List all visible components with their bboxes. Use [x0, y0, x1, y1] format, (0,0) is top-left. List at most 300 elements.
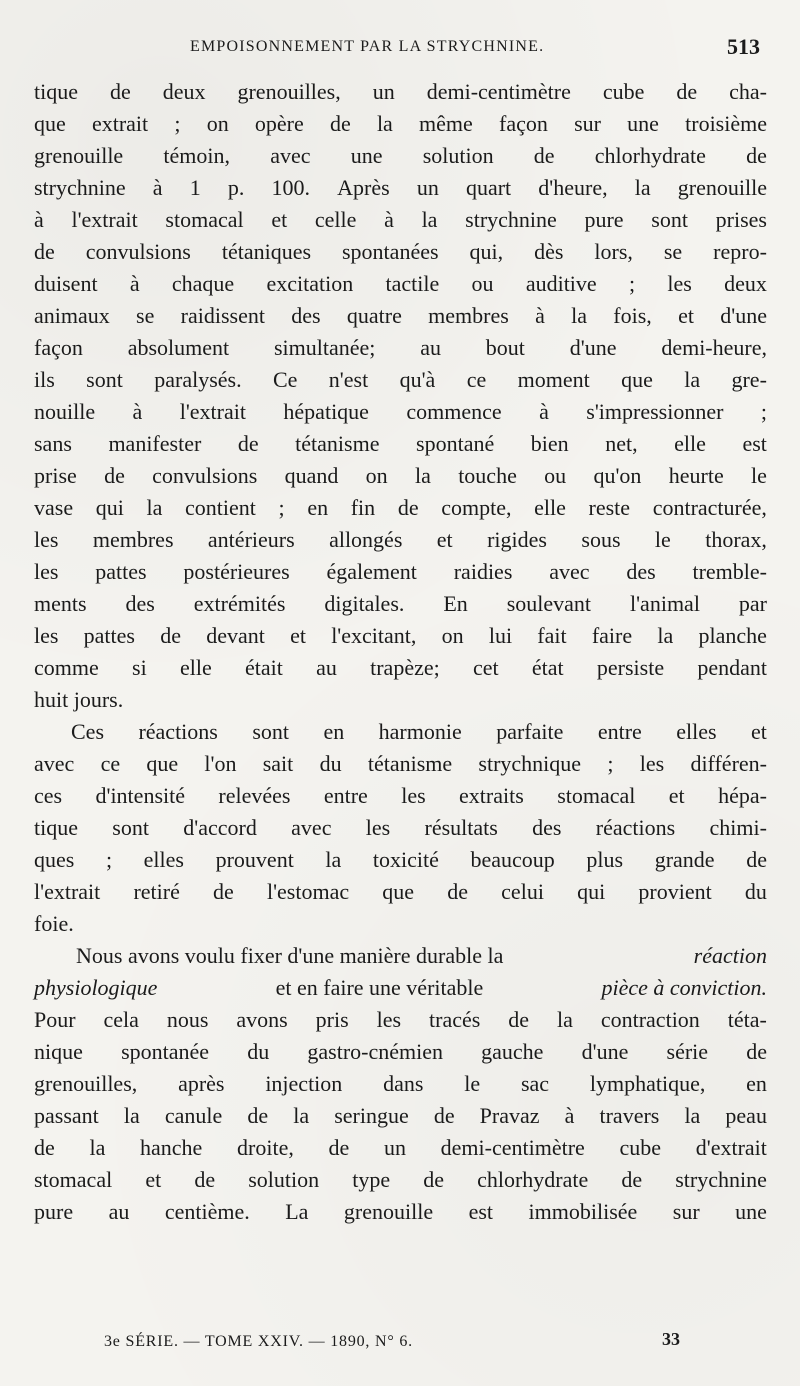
word: le [751, 463, 767, 488]
word: solution [248, 1167, 320, 1192]
word: que [34, 111, 66, 136]
word: à [132, 399, 143, 424]
word: bout [485, 335, 525, 360]
word: extrémités [193, 591, 286, 616]
word: elle [674, 431, 706, 456]
text-line [34, 556, 767, 588]
word: une [350, 143, 383, 168]
word: de [621, 1167, 643, 1192]
word: fait [537, 623, 567, 648]
word: net, [605, 431, 638, 456]
word: sait [262, 751, 294, 776]
word: on [206, 111, 229, 136]
word: même [419, 111, 473, 136]
word: et [271, 207, 288, 232]
word: spontané [416, 431, 495, 456]
word: compte, [441, 495, 512, 520]
word: grenouilles, [237, 79, 341, 104]
word: stomacal [34, 1167, 113, 1192]
text-line [34, 236, 767, 268]
word: l'extrait [34, 879, 101, 904]
word: la [293, 1103, 310, 1128]
text-line [34, 204, 767, 236]
text-line [34, 300, 767, 332]
word: de [397, 495, 419, 520]
word: est [468, 1199, 494, 1224]
word: un [383, 1135, 406, 1160]
word: d'heure, [538, 175, 608, 200]
word: les [639, 751, 665, 776]
word: un [372, 79, 395, 104]
word: d'une [569, 335, 617, 360]
word: cet [472, 655, 499, 680]
word: de [746, 847, 767, 872]
word: les [34, 559, 59, 584]
word: sur [574, 111, 601, 136]
word: un [416, 175, 439, 200]
word: 1 [189, 175, 201, 200]
word: les [401, 783, 426, 808]
word: deux [724, 271, 767, 296]
word: La [285, 1199, 309, 1224]
word: téta- [727, 1007, 767, 1032]
word: celle [314, 207, 357, 232]
word: allongés [329, 527, 403, 552]
word: après [178, 1071, 225, 1096]
word: quart [465, 175, 512, 200]
word: les [365, 815, 391, 840]
word: contraction [600, 1007, 700, 1032]
word: immobilisée [528, 1199, 638, 1224]
word: grenouille [343, 1199, 434, 1224]
word: que [621, 367, 653, 392]
word: provient [638, 879, 712, 904]
word: grenouilles, [34, 1071, 138, 1096]
text-line [34, 108, 767, 140]
word: le [654, 527, 671, 552]
word: ; [174, 111, 181, 136]
word: sur [672, 1199, 700, 1224]
word: parfaite [496, 719, 564, 744]
word: en [307, 495, 329, 520]
word: ; [105, 847, 113, 872]
word: digitales. [324, 591, 405, 616]
word: commence [406, 399, 502, 424]
word: fin [350, 495, 376, 520]
word: on [365, 463, 388, 488]
word: qui, [469, 239, 504, 264]
word: sont [252, 719, 289, 744]
word: des [291, 303, 321, 328]
word: la [376, 111, 393, 136]
body-text [34, 76, 767, 1228]
word: extrait [91, 111, 149, 136]
word: soulevant [506, 591, 592, 616]
word: membres [92, 527, 174, 552]
word: la [634, 175, 651, 200]
text-line [34, 876, 767, 908]
word: de [508, 1007, 530, 1032]
text-line [34, 780, 767, 812]
word: demi-centimètre [426, 79, 571, 104]
word: prise [34, 463, 77, 488]
word: sont [112, 815, 149, 840]
text-line [34, 396, 767, 428]
word: l'excitant, [331, 623, 417, 648]
word: de [247, 1103, 269, 1128]
word: lors, [594, 239, 633, 264]
word: entre [597, 719, 642, 744]
word: stomacal [557, 783, 636, 808]
text-line [34, 1004, 767, 1036]
word: manifester [108, 431, 202, 456]
word: ments [34, 591, 87, 616]
word: sont [651, 207, 688, 232]
word: avons [236, 1007, 288, 1032]
word: centième. [164, 1199, 250, 1224]
word: faire [591, 623, 633, 648]
word: elle [179, 655, 212, 680]
word: pattes [95, 559, 147, 584]
word: on [441, 623, 464, 648]
word: des [125, 591, 155, 616]
text-line [34, 428, 767, 460]
word: tracés [429, 1007, 481, 1032]
word: pure [34, 1199, 74, 1224]
word: strychnique [478, 751, 582, 776]
word: tremble- [692, 559, 767, 584]
word: avec [34, 751, 75, 776]
word: ; [628, 271, 636, 296]
word: fois, [613, 303, 652, 328]
word: harmonie [378, 719, 462, 744]
word: contient [185, 495, 256, 520]
word: qu'on [593, 463, 642, 488]
text-line [34, 1100, 767, 1132]
word: se [663, 239, 683, 264]
word: stomacal [165, 207, 244, 232]
word: convulsions [85, 239, 191, 264]
word: du [247, 1039, 270, 1064]
word: membres [428, 303, 509, 328]
text-line: physiologique et en faire une véritable pièce à conviction. [34, 972, 767, 1004]
word: série [666, 1039, 709, 1064]
word: Ces [71, 719, 104, 744]
word: solution [422, 143, 494, 168]
italic-term: physiologique [34, 975, 158, 1000]
word: de [109, 79, 131, 104]
word: beaucoup [470, 847, 555, 872]
text-line: foie. [34, 911, 74, 936]
word: droite, [237, 1135, 294, 1160]
word: témoin, [163, 143, 231, 168]
word: excitation [266, 271, 354, 296]
word: réactions [138, 719, 218, 744]
word: Pour [34, 1007, 76, 1032]
word: gauche [481, 1039, 544, 1064]
word: chimi- [709, 815, 767, 840]
word: différen- [690, 751, 767, 776]
word: sans [34, 431, 72, 456]
word: de [194, 1167, 216, 1192]
word: les [376, 1007, 402, 1032]
word: strychnine [465, 207, 557, 232]
word: à [384, 207, 394, 232]
word: paralysés. [154, 367, 242, 392]
word: pattes [83, 623, 135, 648]
word: avec [270, 143, 311, 168]
word: p. [227, 175, 245, 200]
text-line: huit jours. [34, 687, 124, 712]
word: de [433, 1103, 455, 1128]
word: en [323, 719, 345, 744]
word: au [420, 335, 441, 360]
word: de [328, 1135, 350, 1160]
word: de [213, 879, 234, 904]
word: grenouille [34, 143, 124, 168]
word: la [684, 1103, 701, 1128]
word: la [146, 495, 163, 520]
text-line [34, 172, 767, 204]
word: le [464, 1071, 481, 1096]
word: de [34, 1135, 55, 1160]
word: pris [315, 1007, 349, 1032]
word: la [657, 623, 674, 648]
text-line [34, 748, 767, 780]
text-line [34, 716, 767, 748]
word: tétaniques [221, 239, 312, 264]
word: avec [549, 559, 590, 584]
word: ce [466, 367, 487, 392]
word: tétanisme [367, 751, 453, 776]
word: plus [586, 847, 624, 872]
word: avec [291, 815, 332, 840]
word: de [104, 463, 125, 488]
word: état [531, 655, 564, 680]
word: travers [599, 1103, 660, 1128]
page-footer [0, 1329, 800, 1363]
word: demi-centimètre [440, 1135, 585, 1160]
paragraph-2 [34, 716, 767, 940]
word: injection [265, 1071, 343, 1096]
word: n'est [328, 367, 369, 392]
text-line [34, 364, 767, 396]
word: la [684, 367, 701, 392]
word: sous [581, 527, 621, 552]
signature-number: 33 [662, 1329, 680, 1349]
word: strychnine [675, 1167, 767, 1192]
word: d'une [720, 303, 767, 328]
word: sac [520, 1071, 550, 1096]
word: reste [588, 495, 631, 520]
word: d'intensité [95, 783, 185, 808]
word: ; [760, 399, 767, 424]
word: à [539, 399, 549, 424]
running-header [0, 34, 800, 64]
text-line [34, 140, 767, 172]
word: la [557, 1007, 573, 1032]
word: deux [162, 79, 206, 104]
word: touche [458, 463, 517, 488]
word: la [325, 847, 342, 872]
word: peau [725, 1103, 767, 1128]
word: prises [715, 207, 767, 232]
word: réactions [595, 815, 676, 840]
word: de [447, 879, 468, 904]
word: comme [34, 655, 99, 680]
word: dès [534, 239, 564, 264]
word: et [145, 1167, 162, 1192]
word: l'extrait [179, 399, 246, 424]
word: lui [488, 623, 513, 648]
word: pure [584, 207, 624, 232]
word: moment [517, 367, 590, 392]
word: qu'à [399, 367, 436, 392]
word: tactile [385, 271, 440, 296]
word: auditive [525, 271, 597, 296]
word: chaque [171, 271, 235, 296]
word: hépatique [283, 399, 369, 424]
word: les [667, 271, 692, 296]
word: de [237, 431, 259, 456]
word: ; [278, 495, 285, 520]
word: pendant [697, 655, 767, 680]
word: tique [34, 815, 78, 840]
text-line [34, 588, 767, 620]
text-line [34, 76, 767, 108]
text-line [34, 1196, 767, 1228]
word: les [34, 623, 59, 648]
word: et [678, 303, 694, 328]
word: extraits [459, 783, 524, 808]
word: du [319, 751, 342, 776]
word: animaux [34, 303, 110, 328]
word: résultats [424, 815, 498, 840]
word: d'accord [183, 815, 257, 840]
word: nous [166, 1007, 209, 1032]
text-line: Nous avons voulu fixer d'une manière durable la réaction [34, 940, 767, 972]
word: l'estomac [266, 879, 350, 904]
text-line [34, 524, 767, 556]
word: elle [534, 495, 566, 520]
word: nouille [34, 399, 96, 424]
word: lymphatique, [589, 1071, 706, 1096]
word: devant [206, 623, 265, 648]
word: convulsions [152, 463, 258, 488]
word: En [443, 591, 468, 616]
word: tétanisme [295, 431, 380, 456]
page-number: 513 [727, 34, 760, 59]
word: demi-heure, [661, 335, 767, 360]
word: cube [619, 1135, 662, 1160]
word: ; [607, 751, 614, 776]
word: ou [471, 271, 494, 296]
word: quand [284, 463, 339, 488]
word: thorax, [705, 527, 767, 552]
word: Ce [272, 367, 298, 392]
word: opère [254, 111, 304, 136]
running-title: EMPOISONNEMENT PAR LA STRYCHNINE. [190, 38, 545, 55]
word: ces [34, 783, 63, 808]
word: spontanées [342, 239, 439, 264]
word: raidies [453, 559, 513, 584]
word: la [414, 463, 431, 488]
word: les [34, 527, 59, 552]
text-line [34, 332, 767, 364]
word: ou [544, 463, 567, 488]
word: duisent [34, 271, 98, 296]
word: entre [323, 783, 368, 808]
word: retiré [133, 879, 180, 904]
word: qui [577, 879, 606, 904]
word: gre- [731, 367, 767, 392]
word: et [668, 783, 685, 808]
word: au [108, 1199, 130, 1224]
word: 100. [271, 175, 310, 200]
word: quatre [346, 303, 402, 328]
paragraph-1 [34, 76, 767, 716]
word: cube [602, 79, 645, 104]
word: d'extrait [695, 1135, 767, 1160]
word: absolument [127, 335, 230, 360]
word: ce [100, 751, 121, 776]
text-line [34, 844, 767, 876]
word: raidissent [180, 303, 265, 328]
word: seringue [334, 1103, 409, 1128]
word: la [421, 207, 438, 232]
word: heurte [668, 463, 724, 488]
text-line [34, 1132, 767, 1164]
word: tique [34, 79, 78, 104]
word: grenouille [677, 175, 767, 200]
word: par [738, 591, 767, 616]
word: gastro-cnémien [307, 1039, 443, 1064]
word: cela [103, 1007, 139, 1032]
word: de [423, 1167, 444, 1192]
word: planche [698, 623, 767, 648]
word: des [532, 815, 562, 840]
word: et [436, 527, 453, 552]
word: bien [530, 431, 569, 456]
word: Pravaz [479, 1103, 540, 1128]
word: type [352, 1167, 391, 1192]
word: ques [34, 847, 75, 872]
word: qui [95, 495, 124, 520]
word: repro- [713, 239, 767, 264]
text-line [34, 1036, 767, 1068]
text-line [34, 268, 767, 300]
word: de [746, 143, 767, 168]
word: persiste [596, 655, 665, 680]
word: spontanée [121, 1039, 210, 1064]
word: des [626, 559, 656, 584]
word: la [571, 303, 587, 328]
word: au [316, 655, 337, 680]
word: trapèze; [370, 655, 440, 680]
word: cha- [729, 79, 767, 104]
word: du [744, 879, 767, 904]
word: dans [383, 1071, 424, 1096]
word: passant [34, 1103, 99, 1128]
word: antérieurs [207, 527, 295, 552]
word: de [676, 79, 698, 104]
word: celui [501, 879, 544, 904]
italic-term: pièce à conviction. [601, 975, 767, 1000]
word: ils [34, 367, 55, 392]
word: l'on [204, 751, 237, 776]
word: hépa- [718, 783, 767, 808]
word: façon [34, 335, 83, 360]
